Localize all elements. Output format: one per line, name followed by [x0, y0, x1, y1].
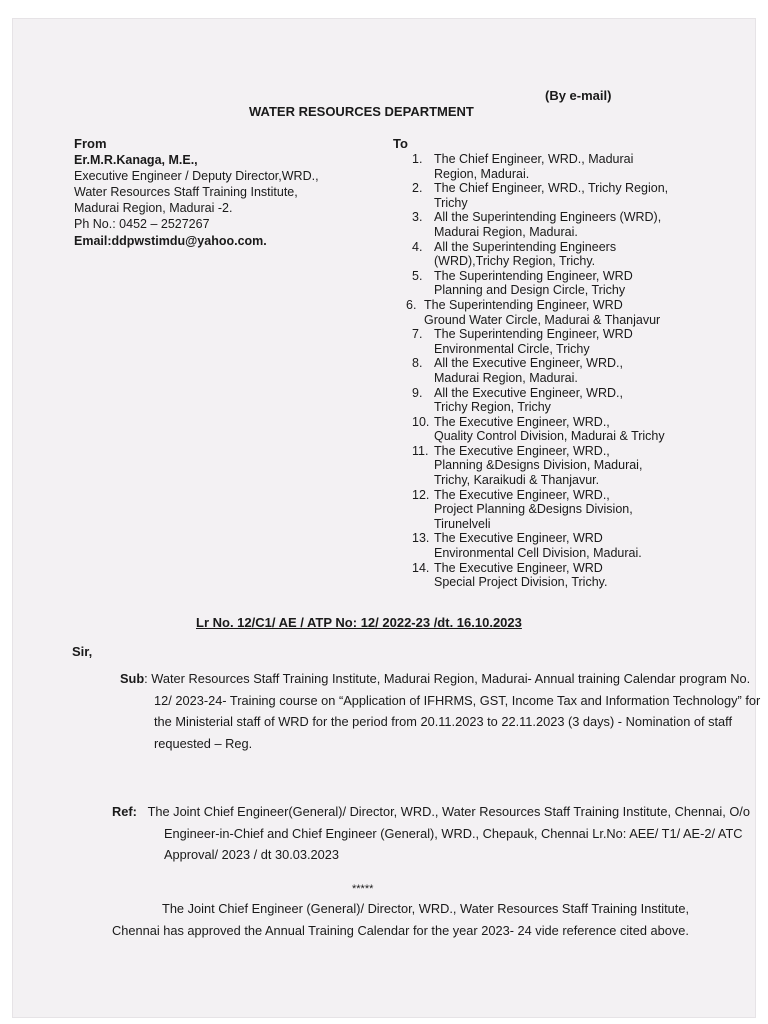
reference-label: Ref: [112, 804, 137, 819]
sender-email: Email:ddpwstimdu@yahoo.com. [74, 234, 267, 248]
recipient-list [406, 152, 752, 590]
item-number: 8. [412, 356, 423, 371]
list-item [412, 415, 752, 444]
item-text: The Superintending Engineer, WRD Ground Water Circle, Madurai & Thanjavur [424, 297, 661, 327]
item-number: 9. [412, 385, 423, 400]
item-text: The Chief Engineer, WRD., Madurai Region, Madurai. [434, 152, 634, 181]
subject-label: Sub [120, 671, 145, 686]
to-label: To [393, 136, 408, 151]
list-item [412, 386, 752, 415]
item-text: All the Executive Engineer, WRD., Madurai Region, Madurai. [434, 356, 623, 385]
item-number: 2. [412, 181, 423, 196]
item-text: The Superintending Engineer, WRD Environmental Circle, Trichy [434, 327, 633, 356]
subject-paragraph [120, 668, 764, 754]
item-number: 6. [406, 297, 417, 312]
item-text: All the Superintending Engineers (WRD), Madurai Region, Madurai. [434, 210, 662, 239]
sender-address: Madurai Region, Madurai -2. [74, 201, 233, 215]
list-item [412, 210, 752, 239]
list-item [412, 152, 752, 181]
from-label: From [74, 136, 107, 151]
subject-text: : Water Resources Staff Training Institute, Madurai Region, Madurai- Annual training Calendar program No. 12/ 2023-24- Training course on “Application of IFHRMS, GST, Income Tax and Information Technology” for the Ministerial staff of WRD for the period from 20.11.2023 to 22.11.2023 (3 days) - Nomination of staff requested – Reg. [144, 671, 761, 751]
item-number: 1. [412, 152, 423, 166]
sender-name: Er.M.R.Kanaga, M.E., [74, 153, 198, 167]
item-number: 5. [412, 268, 423, 283]
reference-paragraph [112, 801, 768, 866]
item-text: The Executive Engineer, WRD., Planning &Designs Division, Madurai, Trichy, Karaikudi & Thanjavur. [434, 443, 643, 488]
item-text: The Executive Engineer, WRD., Quality Control Division, Madurai & Trichy [434, 414, 665, 444]
item-number: 14. [412, 560, 430, 575]
list-item [412, 444, 752, 488]
item-text: The Executive Engineer, WRD., Project Planning &Designs Division, Tirunelveli [434, 487, 633, 531]
list-item [412, 531, 752, 560]
list-item [406, 298, 752, 327]
item-number: 10. [412, 414, 430, 429]
item-text: The Executive Engineer, WRD Special Project Division, Trichy. [434, 560, 608, 590]
item-text: All the Executive Engineer, WRD., Trichy Region, Trichy [434, 385, 623, 415]
list-item [412, 240, 752, 269]
item-text: The Superintending Engineer, WRD Planning and Design Circle, Trichy [434, 268, 633, 298]
department-title: WATER RESOURCES DEPARTMENT [249, 104, 474, 119]
item-text: The Executive Engineer, WRD Environmental Cell Division, Madurai. [434, 531, 642, 561]
list-item [412, 269, 752, 298]
list-item [412, 561, 752, 590]
separator: ***** [352, 883, 374, 895]
sender-designation: Executive Engineer / Deputy Director,WRD., [74, 169, 319, 183]
sender-institute: Water Resources Staff Training Institute, [74, 185, 298, 199]
list-item [412, 356, 752, 385]
letter-reference-number: Lr No. 12/C1/ AE / ATP No: 12/ 2022-23 /dt. 16.10.2023 [196, 615, 522, 630]
salutation: Sir, [72, 644, 93, 659]
item-number: 13. [412, 531, 430, 546]
body-text: The Joint Chief Engineer (General)/ Director, WRD., Water Resources Staff Training Institute, Chennai has approved the Annual Training Calendar for the year 2023- 24 vide reference cited above. [112, 901, 690, 938]
item-number: 4. [412, 239, 423, 254]
item-number: 3. [412, 210, 423, 225]
reference-text: The Joint Chief Engineer(General)/ Director, WRD., Water Resources Staff Training Institute, Chennai, O/o Engineer-in-Chief and Chief Engineer (General), WRD., Chepauk, Chennai Lr.No: AEE/ T1/ AE-2/ ATC Approval/ 2023 / dt 30.03.2023 [147, 804, 750, 862]
list-item [412, 488, 752, 532]
item-text: All the Superintending Engineers (WRD),Trichy Region, Trichy. [434, 239, 617, 269]
by-email-note: (By e-mail) [545, 88, 612, 103]
item-text: The Chief Engineer, WRD., Trichy Region, Trichy [434, 181, 669, 210]
item-number: 11. [412, 443, 429, 458]
document-page [12, 18, 761, 1018]
body-paragraph [112, 898, 730, 941]
item-number: 7. [412, 327, 423, 342]
sender-phone: Ph No.: 0452 – 2527267 [74, 217, 210, 231]
list-item [412, 181, 752, 210]
list-item [412, 327, 752, 356]
item-number: 12. [412, 487, 430, 502]
